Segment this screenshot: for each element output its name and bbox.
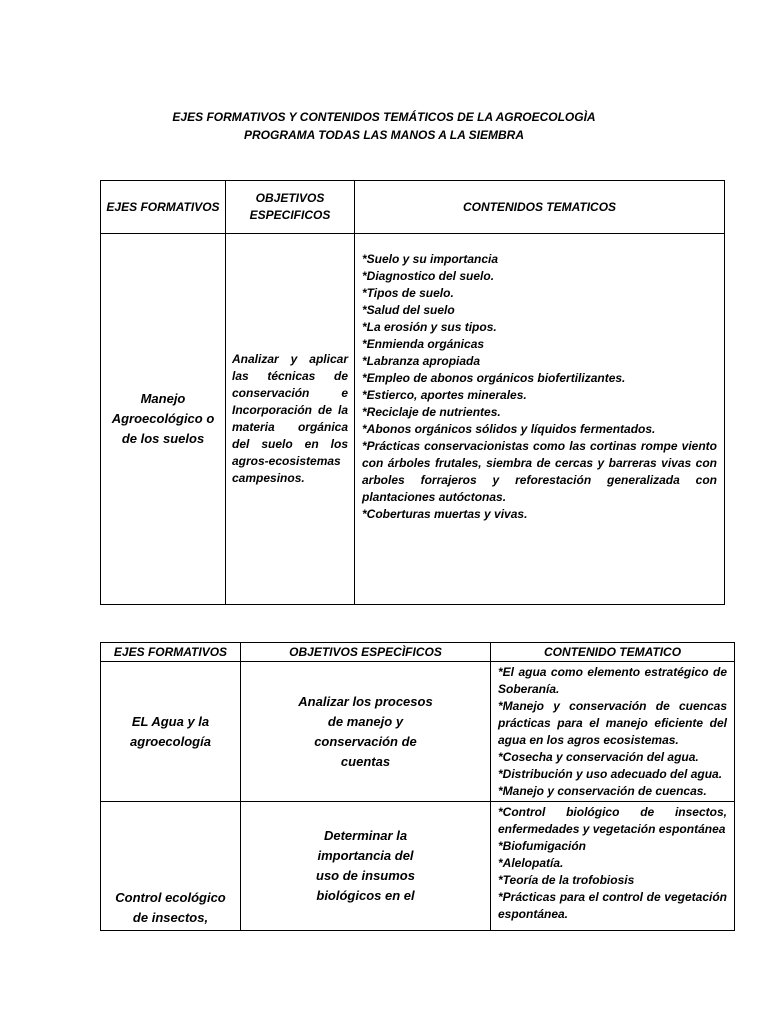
list-item: *Diagnostico del suelo. (362, 269, 495, 283)
list-item: *Distribución y uso adecuado del agua. (498, 767, 723, 781)
list-item: *Manejo y conservación de cuencas prácticas para el manejo eficiente del agua en los agros ecosistemas. (498, 699, 727, 747)
contenidos-cell (491, 802, 735, 931)
table-agroecology-soils (100, 180, 725, 605)
eje-cell (101, 802, 241, 931)
contenidos-cell (491, 662, 735, 802)
header-objetivos: OBJETIVOS ESPECIFICOS (226, 181, 355, 234)
objetivo-text: Analizar los procesos de manejo y conservación de cuentas (298, 693, 433, 769)
objetivo-cell: Analizar y aplicar las técnicas de conservación e Incorporación de la materia orgánica del suelo en los agros-ecosistemas campesinos. (226, 234, 355, 605)
table-header-row (101, 181, 725, 234)
list-item: *Tipos de suelo. (362, 286, 454, 300)
table-header-row (101, 643, 735, 662)
list-item: *Manejo y conservación de cuencas. (498, 784, 707, 798)
list-item: *Prácticas conservacionistas como las cortinas rompe viento con árboles frutales, siembra de cercas y barreras vivas con arboles forrajeros y reforestación generalizada con plantaciones autóctonas. (362, 439, 717, 504)
table-row (101, 802, 735, 931)
objetivo-cell (241, 662, 491, 802)
list-item: *Coberturas muertas y vivas. (362, 507, 528, 521)
list-item: *Prácticas para el control de vegetación espontánea. (498, 890, 727, 921)
list-item: *Abonos orgánicos sólidos y líquidos fermentados. (362, 422, 656, 436)
list-item: *Control biológico de insectos, enfermedades y vegetación espontánea (498, 805, 727, 836)
list-item: *Salud del suelo (362, 303, 455, 317)
header-ejes: EJES FORMATIVOS (101, 181, 226, 234)
list-item: *Biofumigación (498, 839, 587, 853)
list-item: *Enmienda orgánicas (362, 337, 485, 351)
document-subtitle: PROGRAMA TODAS LAS MANOS A LA SIEMBRA (243, 128, 524, 142)
header-contenidos: CONTENIDOS TEMATICOS (355, 181, 725, 234)
table-row (101, 662, 735, 802)
objetivo-text: Determinar la importancia del uso de insumos biológicos en el (316, 828, 415, 903)
header-contenido: CONTENIDO TEMATICO (491, 643, 735, 662)
objetivo-cell (241, 802, 491, 931)
list-item: *Alelopatía. (498, 856, 564, 870)
header-objetivos: OBJETIVOS ESPECÌFICOS (241, 643, 491, 662)
eje-cell: Manejo Agroecológico o de los suelos (101, 234, 226, 605)
eje-text: EL Agua y la agroecología (130, 713, 211, 749)
contenidos-cell (355, 234, 725, 605)
eje-text: Control ecológico de insectos, (115, 890, 226, 925)
document-title: EJES FORMATIVOS Y CONTENIDOS TEMÁTICOS DE LA AGROECOLOGÌA (172, 110, 596, 124)
table-water-insects (100, 642, 735, 931)
eje-cell (101, 662, 241, 802)
list-item: *Suelo y su importancia (362, 252, 499, 266)
list-item: *La erosión y sus tipos. (362, 320, 497, 334)
header-ejes: EJES FORMATIVOS (101, 643, 241, 662)
list-item: *Teoría de la trofobiosis (498, 873, 635, 887)
list-item: *Estierco, aportes minerales. (362, 388, 527, 402)
table-row (101, 234, 725, 605)
list-item: *Reciclaje de nutrientes. (362, 405, 501, 419)
list-item: *Cosecha y conservación del agua. (498, 750, 699, 764)
list-item: *Empleo de abonos orgánicos biofertilizantes. (362, 371, 626, 385)
list-item: *Labranza apropiada (362, 354, 481, 368)
list-item: *El agua como elemento estratégico de Soberanía. (498, 665, 727, 696)
